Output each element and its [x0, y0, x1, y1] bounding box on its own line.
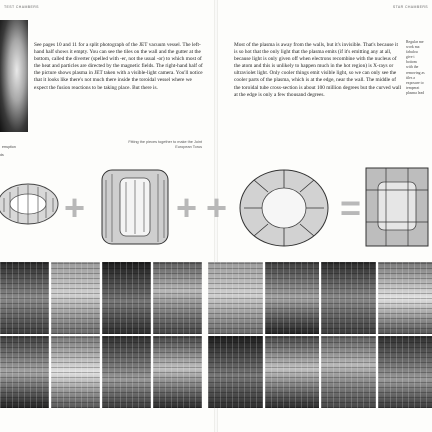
component-vessel-diagram	[96, 160, 174, 250]
running-head-left: TEST CHAMBERS	[4, 5, 39, 9]
margin-note: Regular me work ma fabulou give t bottom with the removing as tiles a exposure to temperat plasma lead	[406, 40, 425, 95]
plasma-photo	[0, 20, 28, 132]
plus-operator-1: +	[64, 187, 86, 228]
vessel-photo	[208, 336, 263, 408]
side-caption-1: erruption	[2, 145, 16, 149]
plus-operator-3: +	[206, 187, 228, 228]
running-head-right: STAR CHAMBERS	[392, 5, 428, 9]
vessel-photo	[153, 262, 202, 334]
right-body-text: Most of the plasma is away from the walls, but it's invisible. That's because it is so hot that the only light that the plasma emits (if it's emitting any at all, because light is only given off when electrons recombine with the nucleus of the atom and this is unlikely to happen much in the hot region) is X-rays or ultraviolet light. Only cooler things emit visible light, so we can only see the cooler parts of the plasma, which is at the edge, near the wall. The middle of the toroidal tube cross-section is about 100 million degrees but the curved wall at the edge is only a few thousand degrees.	[234, 42, 402, 98]
vessel-photo	[321, 336, 376, 408]
equals-operator: =	[340, 187, 362, 228]
vessel-photo	[51, 336, 100, 408]
component-torus-diagram	[236, 160, 332, 252]
vessel-photo-grid-right	[208, 262, 432, 408]
vessel-photo-grid-left	[0, 262, 202, 408]
left-body-text: See pages 10 and 11 for a split photograph of the JET vacuum vessel. The left-hand half shows it empty. You can see the tiles on the wall and the gutter at the bottom, called the diverter (spelled with -er, not the usual -or) to which most of the heat and particles are directed by the magnetic fields. The right-hand half of the picture shows plasma in JET taken with a visible-light camera. You'll notice that it looks like there's not much there inside the toroidal vessel where we expect the fusion reactions to be taking place. But there is.	[34, 42, 203, 91]
vessel-photo	[51, 262, 100, 334]
diagram-caption: Fitting the pieces together to make the Joint European Torus	[128, 140, 202, 149]
component-coils-diagram	[0, 168, 62, 238]
vessel-photo	[265, 336, 320, 408]
vessel-photo	[321, 262, 376, 334]
vessel-photo	[0, 262, 49, 334]
vessel-photo	[265, 262, 320, 334]
assembled-jet-diagram	[362, 160, 432, 252]
vessel-photo	[102, 336, 151, 408]
plus-operator-2: +	[176, 187, 198, 228]
vessel-photo	[102, 262, 151, 334]
vessel-photo	[153, 336, 202, 408]
side-caption-2: ds	[0, 153, 4, 157]
vessel-photo	[0, 336, 49, 408]
vessel-photo	[378, 262, 432, 334]
vessel-photo	[208, 262, 263, 334]
vessel-photo	[378, 336, 432, 408]
